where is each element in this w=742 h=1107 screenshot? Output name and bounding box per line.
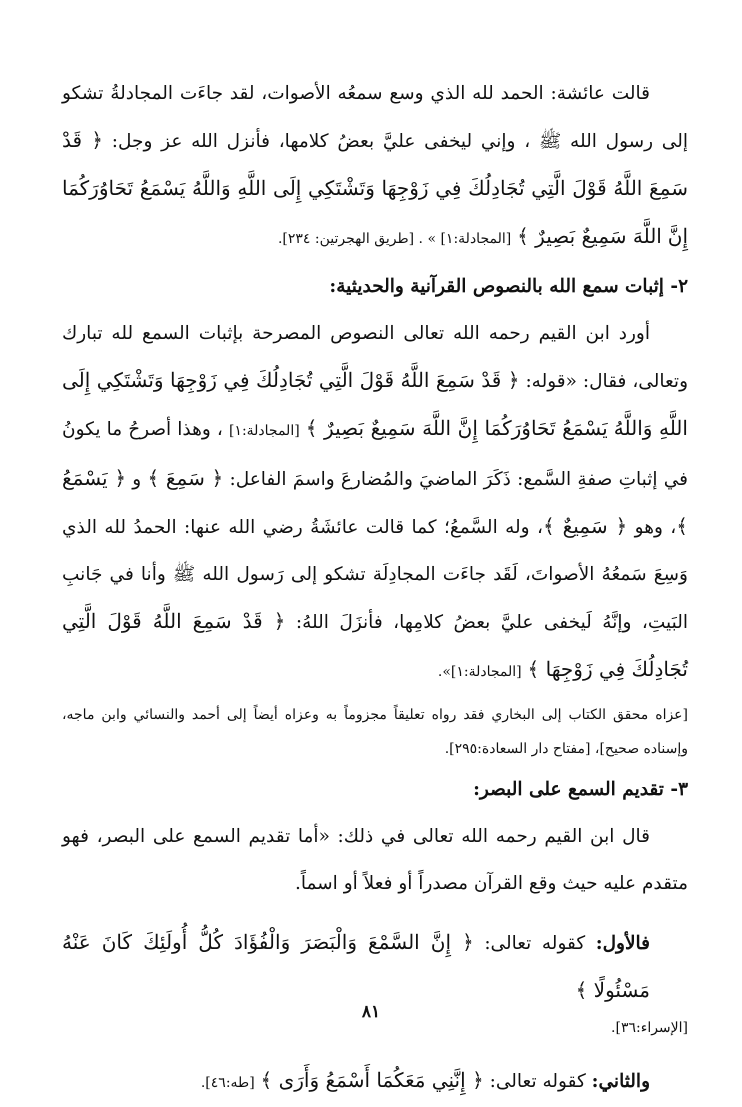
quran-verse: يَسْمَعُ تَحَاوُرَكُمَا إِنَّ اللَّهَ سَمِيعٌ بَصِيرٌ ﴾: [305, 416, 608, 440]
paragraph-aisha-hadith: [62, 70, 688, 263]
text-line: أورد ابن القيم رحمه الله تعالى النصوص المصرحة بإثبات السمع لله تبارك: [62, 323, 650, 344]
quran-verse: ﴿ إِنَّ السَّمْعَ وَالْبَصَرَ وَالْفُؤَادَ كُلُّ أُولَئِكَ كَانَ عَنْهُ مَسْئُولًا ﴾: [62, 930, 650, 1002]
quran-verse: اللَّهَ سَمِيعٌ بَصِيرٌ ﴾: [517, 224, 662, 248]
text-fragment: ،: [537, 517, 544, 538]
verse-reference: [الإسراء:٣٦].: [611, 1020, 688, 1036]
quran-word: ﴿ سَمِيعٌ ﴾: [543, 514, 628, 538]
section-heading-3: ٣- تقديم السمع على البصر:: [473, 779, 688, 800]
text-fragment: بعضُ كلامِها، فأنزَلَ اللهُ:: [295, 612, 491, 633]
text-fragment: ، وهذا أصرحُ ما يكونُ في إثباتِ صفةِ: [62, 419, 689, 490]
text-fragment: ، وهو: [634, 517, 677, 538]
text-fragment: السَّمع: ذَكَرَ الماضيَ والمُضارعَ واسمَ الفاعل:: [229, 469, 572, 490]
text-line: لَقَد جاءَت المجادِلَة تشكو إلى رَسول الله ﷺ وأنا في جَانبِ البَيتِ، وإنَّهُ لَيخفى عليَّ: [62, 564, 688, 633]
paragraph-ibn-qayyim-hearing: [62, 310, 688, 696]
page-body: [62, 70, 688, 1107]
text-fragment: و: [132, 469, 142, 490]
page-number: ٨١: [361, 1002, 381, 1022]
verse-reference: [المجادلة:١]: [228, 423, 300, 439]
verse-reference: [طه:٤٦].: [200, 1075, 255, 1091]
verse-reference: [المجادلة:١]».: [437, 664, 522, 680]
example-label: والثاني:: [591, 1071, 650, 1092]
verse-reference: [المجادلة:١] » . [طريق الهجرتين: ٢٣٤].: [277, 231, 512, 247]
text-fragment: وتعالى، فقال: «قوله:: [525, 371, 689, 392]
paragraph-first-example: [62, 919, 688, 1015]
text-line: تشكو إلى رسول الله ﷺ ، وإني ليخفى عليَّ بعضُ كلامها، فأنزل الله عز وجل:: [62, 83, 688, 152]
quran-verse: ﴿ قَدْ سَمِعَ اللَّهُ قَوْلَ الَّتِي تُجَادِلُكَ فِي زَوْجِهَا وَتَشْتَكِي إِلَى اللَّهِ وَاللَّهُ يَسْمَعُ تَحَاوُرَكُمَا إِنَّ: [62, 128, 688, 248]
quran-verse: ﴿ قَدْ سَمِعَ اللَّهُ قَوْلَ الَّتِي تُجَادِلُكَ فِي زَوْجِهَا ﴾: [62, 609, 688, 681]
section-heading-2: ٢- إثبات سمع الله بالنصوص القرآنية والحديثية:: [329, 276, 688, 297]
text-line: متقدم عليه حيث وقع القرآن مصدراً أو فعلاً أو اسماً.: [294, 873, 688, 894]
paragraph-second-example: [62, 1057, 688, 1107]
quran-word: ﴿ يَسْمَعُ ﴾: [62, 466, 689, 538]
quran-word: ﴿ سَمِعَ ﴾: [147, 466, 224, 490]
paragraph-hearing-before-sight: [62, 813, 688, 907]
note-line: وإسناده صحيح]، [مفتاح دار السعادة:٢٩٥].: [444, 741, 688, 757]
text-line: قال ابن القيم رحمه الله تعالى في ذلك: «أما تقديم السمع على البصر، فهو: [62, 826, 650, 847]
note-line: [عزاه محقق الكتاب إلى البخاري فقد رواه تعليقاً مجزوماً به وعزاه أيضاً إلى أحمد والنسائي وابن ماجه،: [62, 707, 688, 723]
text-line: وله السَّمعُ؛ كما قالت عائشَةُ رضي الله عنها: الحمدُ لله الذي وَسِعَ سَمعُهُ الأصواتَ،: [62, 517, 688, 585]
footnote-attribution: [62, 698, 688, 766]
text-fragment: كقوله تعالى:: [489, 1071, 586, 1092]
example-label: فالأول:: [595, 933, 650, 954]
quran-verse: ﴿ قَدْ سَمِعَ اللَّهُ قَوْلَ الَّتِي تُجَادِلُكَ فِي زَوْجِهَا وَتَشْتَكِي إِلَى اللَّهِ وَاللَّهُ: [62, 368, 688, 440]
text-line: قالت عائشة: الحمد لله الذي وسع سمعُه الأصوات، لقد جاءَت المجادلةُ: [110, 83, 650, 104]
quran-verse: ﴿ إِنَّنِي مَعَكُمَا أَسْمَعُ وَأَرَى ﴾: [260, 1068, 484, 1092]
text-fragment: كقوله تعالى:: [484, 933, 586, 954]
